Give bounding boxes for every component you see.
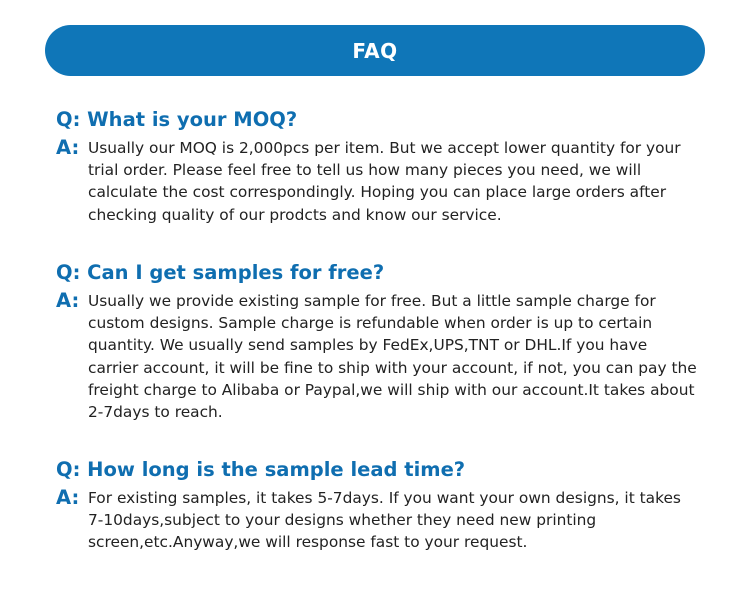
answer-text: For existing samples, it takes 5-7days. If you want your own designs, it takes 7-10days,subject to your designs whether they need new printing screen,etc.Anyway,we will response fast to your request. <box>88 489 681 552</box>
faq-title: FAQ <box>352 38 398 63</box>
question-text: What is your MOQ? <box>87 108 298 131</box>
answer-text: Usually our MOQ is 2,000pcs per item. But we accept lower quantity for your trial order. Please feel free to tell us how many pieces you need, we will calculate the cost correspondingly. Hoping you can place large orders after checking quality of our prodcts and know our service. <box>88 139 681 224</box>
question-samples <box>56 260 716 286</box>
question-text: Can I get samples for free? <box>87 261 385 284</box>
faq-item-moq <box>56 107 716 226</box>
faq-item-samples <box>56 260 716 423</box>
answer-samples <box>56 290 716 423</box>
faq-item-lead-time <box>56 457 716 554</box>
answer-prefix: A: <box>56 289 80 312</box>
question-lead-time <box>56 457 716 483</box>
answer-lead-time <box>56 487 716 554</box>
faq-header-bar <box>45 25 705 76</box>
question-moq <box>56 107 716 133</box>
answer-text: Usually we provide existing sample for free. But a little sample charge for custom designs. Sample charge is refundable when order is up to certain quantity. We usually send samples by FedEx,UPS,TNT or DHL.If you have carrier account, it will be fine to ship with your account, if not, you can pay the freight charge to Alibaba or Paypal,we will ship with our account.It takes about 2-7days to reach. <box>88 292 697 422</box>
answer-prefix: A: <box>56 486 80 509</box>
question-prefix: Q: <box>56 261 81 284</box>
answer-moq <box>56 137 716 226</box>
answer-prefix: A: <box>56 136 80 159</box>
question-prefix: Q: <box>56 458 81 481</box>
question-prefix: Q: <box>56 108 81 131</box>
question-text: How long is the sample lead time? <box>87 458 466 481</box>
